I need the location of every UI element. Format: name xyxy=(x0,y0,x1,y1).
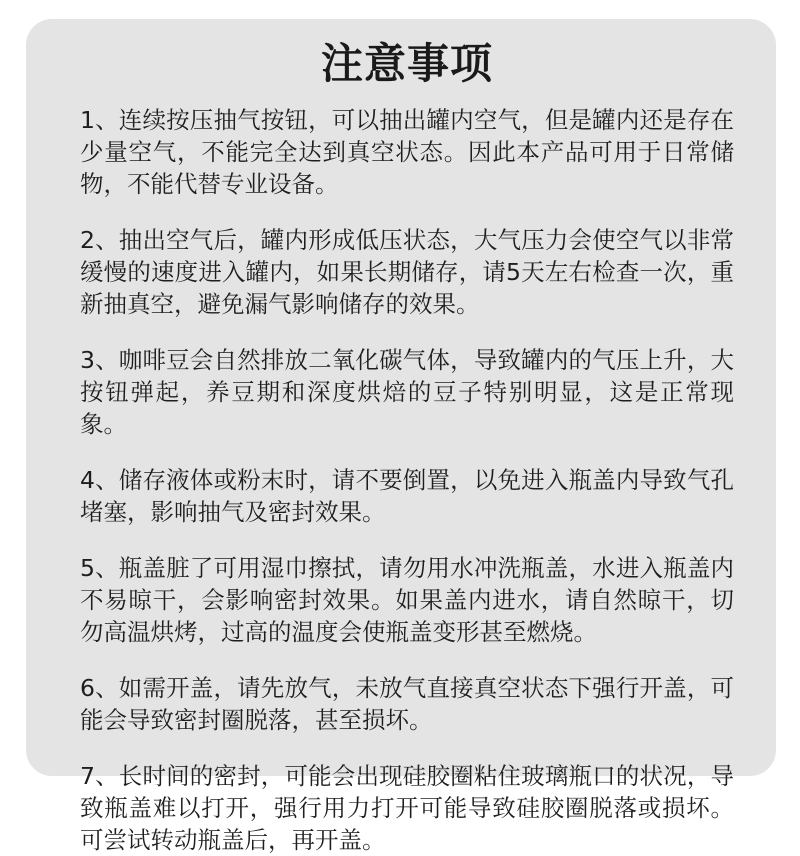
notice-item-4: 4、储存液体或粉末时，请不要倒置，以免进入瓶盖内导致气孔堵塞，影响抽气及密封效果。 xyxy=(80,466,734,526)
page-title: 注意事项 xyxy=(320,39,493,88)
notice-item-1: 1、连续按压抽气按钮，可以抽出罐内空气，但是罐内还是存在少量空气，不能完全达到真空状态。因此本产品可用于日常储物，不能代替专业设备。 xyxy=(80,106,734,198)
notice-card xyxy=(26,19,776,854)
notice-item-5: 5、瓶盖脏了可用湿巾擦拭，请勿用水冲洗瓶盖，水进入瓶盖内不易晾干，会影响密封效果。如果盖内进水，请自然晾干，切勿高温烘烤，过高的温度会使瓶盖变形甚至燃烧。 xyxy=(80,554,734,646)
notice-item-3: 3、咖啡豆会自然排放二氧化碳气体，导致罐内的气压上升，大按钮弹起，养豆期和深度烘焙的豆子特别明显，这是正常现象。 xyxy=(80,346,734,438)
notice-item-2: 2、抽出空气后，罐内形成低压状态，大气压力会使空气以非常缓慢的速度进入罐内，如果长期储存，请5天左右检查一次，重新抽真空，避免漏气影响储存的效果。 xyxy=(80,226,734,318)
notice-item-7: 7、长时间的密封，可能会出现硅胶圈粘住玻璃瓶口的状况，导致瓶盖难以打开，强行用力打开可能导致硅胶圈脱落或损坏。可尝试转动瓶盖后，再开盖。 xyxy=(80,762,734,854)
notice-list xyxy=(80,104,734,856)
notice-item-6: 6、如需开盖，请先放气，未放气直接真空状态下强行开盖，可能会导致密封圈脱落，甚至损坏。 xyxy=(80,674,734,734)
